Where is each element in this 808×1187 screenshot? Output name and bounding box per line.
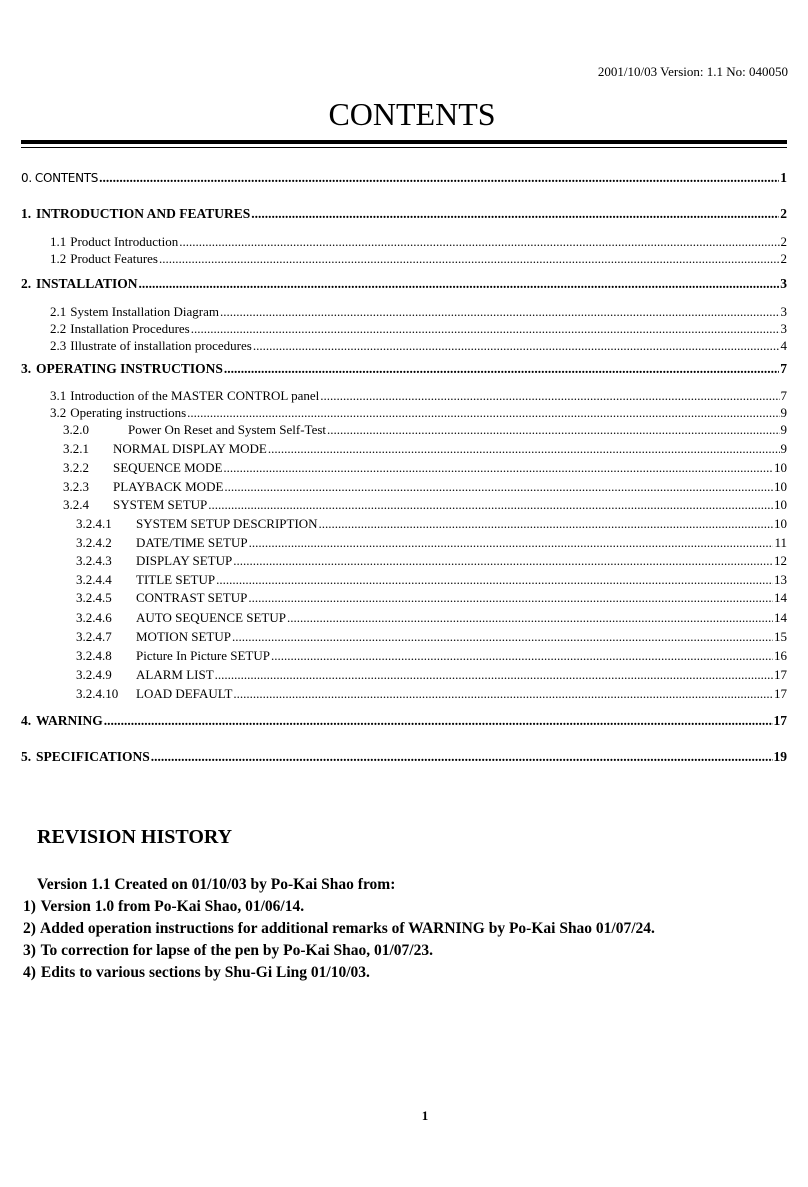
toc-number: 3.2.4.1 bbox=[76, 516, 112, 531]
toc-entry[interactable] bbox=[63, 422, 787, 438]
toc-leader bbox=[271, 648, 773, 664]
toc-number: 3. bbox=[21, 361, 32, 376]
toc-leader bbox=[224, 479, 773, 495]
toc-title: SYSTEM SETUP bbox=[113, 497, 208, 512]
revision-item bbox=[23, 942, 433, 960]
toc-page: 14 bbox=[774, 590, 787, 605]
toc-leader bbox=[224, 361, 779, 377]
toc-entry[interactable] bbox=[76, 686, 787, 702]
toc-entry[interactable] bbox=[21, 276, 787, 292]
toc-page: 16 bbox=[774, 648, 787, 663]
toc-title: Product Features bbox=[70, 251, 158, 266]
toc-page: 2 bbox=[780, 234, 787, 249]
toc-entry[interactable] bbox=[76, 629, 787, 645]
toc-page: 10 bbox=[774, 497, 787, 512]
page-number: 1 bbox=[421, 1108, 429, 1123]
toc-number: 0. bbox=[21, 171, 32, 185]
toc-number: 3.2.4.9 bbox=[76, 667, 112, 682]
toc-leader bbox=[139, 276, 780, 292]
toc-page: 10 bbox=[774, 479, 787, 494]
item-text: Added operation instructions for additional remarks of WARNING by Po-Kai Shao 01/07/24. bbox=[40, 920, 655, 937]
toc-page: 4 bbox=[780, 338, 787, 353]
toc-entry[interactable] bbox=[50, 304, 787, 320]
toc-title: ALARM LIST bbox=[136, 667, 214, 682]
toc-entry[interactable] bbox=[21, 170, 787, 186]
toc-number: 3.2.1 bbox=[63, 441, 89, 456]
toc-page: 10 bbox=[774, 460, 787, 475]
toc-number: 2.3 bbox=[50, 338, 67, 353]
toc-page: 12 bbox=[774, 553, 787, 568]
item-text: To correction for lapse of the pen by Po-Kai Shao, 01/07/23. bbox=[40, 942, 433, 959]
page-title: CONTENTS bbox=[328, 96, 496, 132]
toc-leader bbox=[191, 321, 780, 337]
toc-entry[interactable] bbox=[63, 497, 787, 513]
toc-page: 3 bbox=[780, 276, 787, 291]
toc-title: WARNING bbox=[36, 713, 103, 728]
item-number: 3) bbox=[23, 942, 36, 959]
toc-entry[interactable] bbox=[76, 667, 787, 683]
revision-item bbox=[23, 964, 370, 982]
toc-entry[interactable] bbox=[50, 338, 787, 354]
toc-entry[interactable] bbox=[76, 590, 787, 606]
toc-leader bbox=[223, 460, 773, 476]
toc-title: CONTRAST SETUP bbox=[136, 590, 248, 605]
toc-entry[interactable] bbox=[50, 251, 787, 267]
toc-leader bbox=[216, 572, 773, 588]
toc-number: 2.2 bbox=[50, 321, 67, 336]
toc-leader bbox=[220, 304, 779, 320]
toc-leader bbox=[233, 686, 773, 702]
toc-number: 4. bbox=[21, 713, 32, 728]
toc-title: Illustrate of installation procedures bbox=[70, 338, 252, 353]
toc-number: 3.2.3 bbox=[63, 479, 89, 494]
toc-page: 13 bbox=[774, 572, 787, 587]
toc-page: 9 bbox=[780, 422, 787, 437]
toc-title: SEQUENCE MODE bbox=[113, 460, 223, 475]
toc-title: NORMAL DISPLAY MODE bbox=[113, 441, 267, 456]
toc-page: 1 bbox=[780, 170, 787, 185]
toc-number: 1. bbox=[21, 206, 32, 221]
toc-entry[interactable] bbox=[21, 361, 787, 377]
toc-number: 3.2.4.7 bbox=[76, 629, 112, 644]
toc-leader bbox=[320, 388, 779, 404]
toc-title: DISPLAY SETUP bbox=[136, 553, 233, 568]
toc-title: Operating instructions bbox=[70, 405, 187, 420]
toc-number: 3.2.4.2 bbox=[76, 535, 112, 550]
toc-title: System Installation Diagram bbox=[70, 304, 220, 319]
toc-title: INTRODUCTION AND FEATURES bbox=[36, 206, 251, 221]
toc-title: CONTENTS bbox=[34, 171, 99, 185]
toc-number: 1.2 bbox=[50, 251, 67, 266]
revision-item bbox=[23, 920, 655, 938]
toc-entry[interactable] bbox=[50, 321, 787, 337]
toc-page: 17 bbox=[773, 713, 787, 728]
toc-title: DATE/TIME SETUP bbox=[136, 535, 248, 550]
toc-entry[interactable] bbox=[76, 553, 787, 569]
toc-number: 3.2.4.10 bbox=[76, 686, 119, 701]
toc-page: 17 bbox=[774, 667, 787, 682]
toc-leader bbox=[179, 234, 779, 250]
toc-number: 2.1 bbox=[50, 304, 67, 319]
revision-intro: Version 1.1 Created on 01/10/03 by Po-Kai Shao from: bbox=[37, 876, 396, 893]
toc-title: MOTION SETUP bbox=[136, 629, 231, 644]
toc-leader bbox=[187, 405, 779, 421]
toc-number: 3.2.4.6 bbox=[76, 610, 112, 625]
section-heading: REVISION HISTORY bbox=[37, 826, 233, 848]
toc-title: Introduction of the MASTER CONTROL panel bbox=[70, 388, 320, 403]
toc-entry[interactable] bbox=[76, 648, 787, 664]
toc-number: 3.2.2 bbox=[63, 460, 89, 475]
toc-page: 14 bbox=[774, 610, 787, 625]
toc-number: 3.2.0 bbox=[63, 422, 89, 437]
toc-title: TITLE SETUP bbox=[136, 572, 216, 587]
toc-page: 10 bbox=[774, 516, 787, 531]
toc-leader bbox=[99, 170, 779, 186]
toc-leader bbox=[232, 629, 773, 645]
toc-page: 9 bbox=[780, 441, 787, 456]
toc-number: 3.2 bbox=[50, 405, 67, 420]
toc-leader bbox=[319, 516, 773, 532]
toc-title: SPECIFICATIONS bbox=[36, 749, 150, 764]
toc-number: 3.2.4.5 bbox=[76, 590, 112, 605]
toc-title: AUTO SEQUENCE SETUP bbox=[136, 610, 286, 625]
toc-leader bbox=[104, 713, 773, 729]
toc-title: PLAYBACK MODE bbox=[113, 479, 224, 494]
item-number: 1) bbox=[23, 898, 36, 915]
toc-page: 2 bbox=[780, 206, 787, 221]
toc-entry[interactable] bbox=[76, 535, 787, 551]
divider-thick bbox=[21, 140, 787, 144]
toc-entry[interactable] bbox=[21, 206, 787, 222]
item-number: 2) bbox=[23, 920, 36, 937]
item-text: Edits to various sections by Shu-Gi Ling 01/10/03. bbox=[40, 964, 370, 981]
toc-number: 3.2.4.3 bbox=[76, 553, 112, 568]
toc-entry[interactable] bbox=[21, 749, 787, 765]
toc-page: 3 bbox=[780, 321, 787, 336]
toc-page: 11 bbox=[774, 535, 787, 550]
toc-entry[interactable] bbox=[50, 234, 787, 250]
toc-entry[interactable] bbox=[50, 388, 787, 404]
item-number: 4) bbox=[23, 964, 36, 981]
toc-title: INSTALLATION bbox=[36, 276, 138, 291]
toc-number: 5. bbox=[21, 749, 32, 764]
toc-number: 3.2.4.8 bbox=[76, 648, 112, 663]
toc-title: Picture In Picture SETUP bbox=[136, 648, 270, 663]
toc-leader bbox=[233, 553, 773, 569]
toc-entry[interactable] bbox=[76, 610, 787, 626]
toc-page: 3 bbox=[780, 304, 787, 319]
toc-leader bbox=[268, 441, 780, 457]
toc-leader bbox=[248, 590, 773, 606]
toc-page: 17 bbox=[774, 686, 787, 701]
toc-page: 19 bbox=[773, 749, 787, 764]
toc-title: Power On Reset and System Self-Test bbox=[128, 422, 327, 437]
toc-entry[interactable] bbox=[76, 516, 787, 532]
toc-title: Product Introduction bbox=[70, 234, 179, 249]
toc-title: SYSTEM SETUP DESCRIPTION bbox=[136, 516, 318, 531]
toc-leader bbox=[159, 251, 780, 267]
toc-number: 3.1 bbox=[50, 388, 67, 403]
toc-leader bbox=[215, 667, 773, 683]
revision-item bbox=[23, 898, 304, 916]
toc-title: LOAD DEFAULT bbox=[136, 686, 233, 701]
toc-entry[interactable] bbox=[76, 572, 787, 588]
toc-entry[interactable] bbox=[63, 441, 787, 457]
toc-number: 2. bbox=[21, 276, 32, 291]
toc-number: 3.2.4 bbox=[63, 497, 89, 512]
toc-title: OPERATING INSTRUCTIONS bbox=[36, 361, 223, 376]
document-header: 2001/10/03 Version: 1.1 No: 040050 bbox=[597, 64, 788, 79]
toc-entry[interactable] bbox=[63, 479, 787, 495]
toc-entry[interactable] bbox=[21, 713, 787, 729]
toc-page: 9 bbox=[780, 405, 787, 420]
toc-leader bbox=[251, 206, 779, 222]
toc-number: 1.1 bbox=[50, 234, 67, 249]
toc-page: 2 bbox=[780, 251, 787, 266]
toc-page: 7 bbox=[780, 361, 787, 376]
toc-leader bbox=[208, 497, 773, 513]
toc-leader bbox=[287, 610, 773, 626]
toc-entry[interactable] bbox=[63, 460, 787, 476]
toc-entry[interactable] bbox=[50, 405, 787, 421]
item-text: Version 1.0 from Po-Kai Shao, 01/06/14. bbox=[40, 898, 305, 915]
toc-title: Installation Procedures bbox=[70, 321, 190, 336]
toc-leader bbox=[327, 422, 779, 438]
toc-number: 3.2.4.4 bbox=[76, 572, 112, 587]
toc-page: 7 bbox=[780, 388, 787, 403]
toc-leader bbox=[253, 338, 780, 354]
toc-leader bbox=[249, 535, 774, 551]
divider-thin bbox=[21, 147, 787, 148]
toc-page: 15 bbox=[774, 629, 787, 644]
toc-leader bbox=[151, 749, 773, 765]
